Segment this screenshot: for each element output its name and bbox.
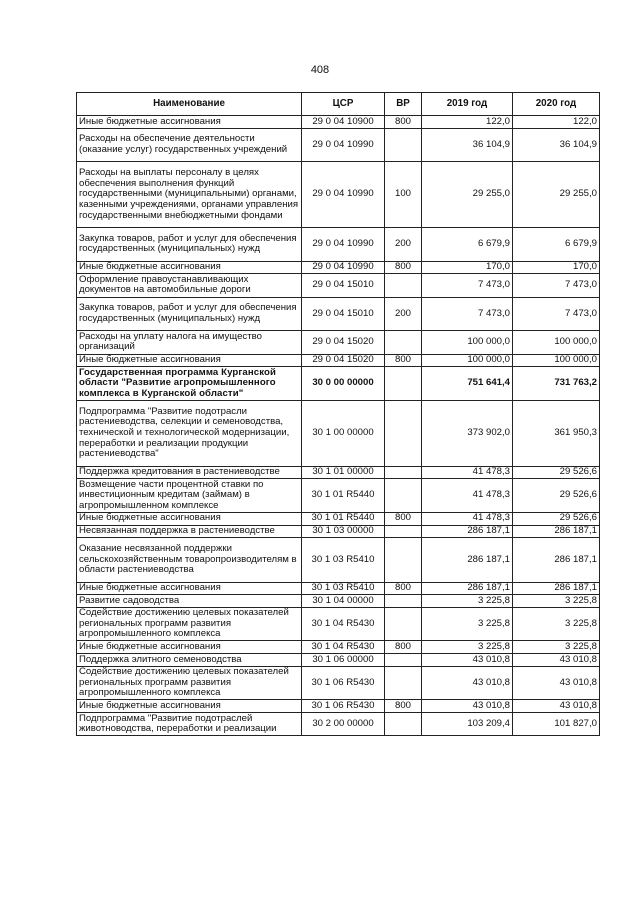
row-csr: 29 0 04 10990	[302, 261, 385, 274]
row-name: Закупка товаров, работ и услуг для обеспечения государственных (муниципальных) нужд	[77, 297, 302, 331]
row-vr	[385, 479, 422, 513]
row-2020: 7 473,0	[513, 274, 600, 297]
row-name: Подпрограмма "Развитие подотраслей животноводства, переработки и реализации	[77, 713, 302, 736]
row-vr	[385, 128, 422, 162]
row-2019: 6 679,9	[422, 227, 513, 261]
row-2019: 43 010,8	[422, 666, 513, 700]
row-csr: 30 1 06 00000	[302, 654, 385, 667]
row-2020: 100 000,0	[513, 354, 600, 367]
header-2020: 2020 год	[513, 93, 600, 116]
row-name: Возмещение части процентной ставки по инвестиционным кредитам (займам) в агропромышленном комплексе	[77, 479, 302, 513]
row-2019: 36 104,9	[422, 128, 513, 162]
table-row	[77, 128, 600, 162]
table-row	[77, 654, 600, 667]
table-row	[77, 595, 600, 608]
row-2020: 101 827,0	[513, 713, 600, 736]
row-vr	[385, 607, 422, 641]
row-csr: 30 1 00 00000	[302, 400, 385, 466]
row-name: Расходы на выплаты персоналу в целях обеспечения выполнения функций государственными (муниципальными) органами, казенными учреждениями, органами управления государственными внебюджетными фондами	[77, 162, 302, 228]
row-vr: 200	[385, 227, 422, 261]
row-csr: 30 1 06 R5430	[302, 700, 385, 713]
row-vr	[385, 654, 422, 667]
table-row	[77, 274, 600, 297]
row-name: Поддержка кредитования в растениеводстве	[77, 466, 302, 479]
row-name: Поддержка элитного семеноводства	[77, 654, 302, 667]
table-row	[77, 400, 600, 466]
row-name: Расходы на обеспечение деятельности (оказание услуг) государственных учреждений	[77, 128, 302, 162]
table-body	[77, 116, 600, 736]
header-name: Наименование	[77, 93, 302, 116]
row-vr: 100	[385, 162, 422, 228]
table-row	[77, 525, 600, 538]
row-2019: 103 209,4	[422, 713, 513, 736]
table-row	[77, 666, 600, 700]
row-2019: 3 225,8	[422, 641, 513, 654]
table-row	[77, 331, 600, 354]
row-vr: 800	[385, 261, 422, 274]
row-2020: 286 187,1	[513, 582, 600, 595]
row-name: Иные бюджетные ассигнования	[77, 116, 302, 129]
row-name: Несвязанная поддержка в растениеводстве	[77, 525, 302, 538]
row-2019: 41 478,3	[422, 479, 513, 513]
row-2020: 3 225,8	[513, 641, 600, 654]
row-name: Оформление правоустанавливающих документов на автомобильные дороги	[77, 274, 302, 297]
row-vr: 800	[385, 116, 422, 129]
row-csr: 30 1 03 R5410	[302, 538, 385, 582]
row-2020: 43 010,8	[513, 654, 600, 667]
row-2019: 3 225,8	[422, 595, 513, 608]
row-2020: 122,0	[513, 116, 600, 129]
row-2020: 36 104,9	[513, 128, 600, 162]
row-2020: 3 225,8	[513, 595, 600, 608]
row-2019: 41 478,3	[422, 466, 513, 479]
header-2019: 2019 год	[422, 93, 513, 116]
row-vr: 800	[385, 354, 422, 367]
row-vr	[385, 466, 422, 479]
budget-table	[76, 92, 600, 736]
row-name: Государственная программа Курганской области "Развитие агропромышленного комплекса в Курганской области"	[77, 367, 302, 401]
row-2019: 7 473,0	[422, 297, 513, 331]
table-row	[77, 607, 600, 641]
table-row	[77, 582, 600, 595]
row-2019: 7 473,0	[422, 274, 513, 297]
table-row	[77, 641, 600, 654]
row-vr: 800	[385, 700, 422, 713]
row-2020: 3 225,8	[513, 607, 600, 641]
row-2019: 29 255,0	[422, 162, 513, 228]
row-2020: 29 255,0	[513, 162, 600, 228]
table-row	[77, 162, 600, 228]
header-vr: ВР	[385, 93, 422, 116]
row-vr	[385, 400, 422, 466]
row-name: Иные бюджетные ассигнования	[77, 582, 302, 595]
row-2019: 286 187,1	[422, 538, 513, 582]
row-2019: 100 000,0	[422, 331, 513, 354]
row-2019: 170,0	[422, 261, 513, 274]
row-csr: 29 0 04 15020	[302, 331, 385, 354]
row-name: Иные бюджетные ассигнования	[77, 354, 302, 367]
table-row	[77, 512, 600, 525]
row-csr: 29 0 04 15010	[302, 297, 385, 331]
row-name: Иные бюджетные ассигнования	[77, 261, 302, 274]
row-2019: 3 225,8	[422, 607, 513, 641]
row-csr: 29 0 04 15010	[302, 274, 385, 297]
row-2020: 731 763,2	[513, 367, 600, 401]
header-csr: ЦСР	[302, 93, 385, 116]
row-csr: 29 0 04 10990	[302, 128, 385, 162]
row-vr: 800	[385, 582, 422, 595]
row-name: Иные бюджетные ассигнования	[77, 641, 302, 654]
row-2020: 170,0	[513, 261, 600, 274]
row-2019: 286 187,1	[422, 582, 513, 595]
table-row	[77, 354, 600, 367]
row-2020: 7 473,0	[513, 297, 600, 331]
row-name: Развитие садоводства	[77, 595, 302, 608]
row-name: Содействие достижению целевых показателей региональных программ развития агропромышленного комплекса	[77, 666, 302, 700]
row-csr: 30 1 03 00000	[302, 525, 385, 538]
table-row	[77, 713, 600, 736]
row-2019: 751 641,4	[422, 367, 513, 401]
row-vr	[385, 367, 422, 401]
row-vr	[385, 274, 422, 297]
row-csr: 29 0 04 15020	[302, 354, 385, 367]
table-row	[77, 261, 600, 274]
row-name: Иные бюджетные ассигнования	[77, 512, 302, 525]
row-2019: 100 000,0	[422, 354, 513, 367]
table-row	[77, 700, 600, 713]
row-2020: 29 526,6	[513, 466, 600, 479]
row-name: Подпрограмма "Развитие подотрасли растениеводства, селекции и семеноводства, технической и технологической модернизации, переработки и реализации продукции растениеводства"	[77, 400, 302, 466]
row-vr: 800	[385, 641, 422, 654]
row-2020: 286 187,1	[513, 538, 600, 582]
table-row	[77, 479, 600, 513]
row-2019: 122,0	[422, 116, 513, 129]
row-2020: 43 010,8	[513, 700, 600, 713]
row-vr	[385, 666, 422, 700]
row-vr	[385, 713, 422, 736]
row-name: Содействие достижению целевых показателей региональных программ развития агропромышленного комплекса	[77, 607, 302, 641]
table-row	[77, 367, 600, 401]
table-row	[77, 116, 600, 129]
row-csr: 30 1 01 R5440	[302, 512, 385, 525]
table-row	[77, 227, 600, 261]
row-vr	[385, 538, 422, 582]
row-vr: 800	[385, 512, 422, 525]
page-number: 408	[310, 64, 330, 76]
row-name: Закупка товаров, работ и услуг для обеспечения государственных (муниципальных) нужд	[77, 227, 302, 261]
row-csr: 29 0 04 10900	[302, 116, 385, 129]
table-header-row	[77, 93, 600, 116]
row-2020: 361 950,3	[513, 400, 600, 466]
table-row	[77, 466, 600, 479]
row-csr: 29 0 04 10990	[302, 227, 385, 261]
table-row	[77, 297, 600, 331]
row-name: Оказание несвязанной поддержки сельскохозяйственным товаропроизводителям в области растениеводства	[77, 538, 302, 582]
row-2020: 286 187,1	[513, 525, 600, 538]
row-2019: 43 010,8	[422, 700, 513, 713]
row-csr: 30 1 03 R5410	[302, 582, 385, 595]
row-csr: 30 1 04 00000	[302, 595, 385, 608]
row-2020: 43 010,8	[513, 666, 600, 700]
row-2019: 373 902,0	[422, 400, 513, 466]
row-csr: 29 0 04 10990	[302, 162, 385, 228]
row-2020: 29 526,6	[513, 512, 600, 525]
row-csr: 30 1 04 R5430	[302, 641, 385, 654]
row-csr: 30 1 01 R5440	[302, 479, 385, 513]
row-name: Расходы на уплату налога на имущество организаций	[77, 331, 302, 354]
row-2019: 286 187,1	[422, 525, 513, 538]
row-vr	[385, 595, 422, 608]
row-name: Иные бюджетные ассигнования	[77, 700, 302, 713]
row-csr: 30 0 00 00000	[302, 367, 385, 401]
row-vr	[385, 331, 422, 354]
row-2020: 6 679,9	[513, 227, 600, 261]
row-2019: 43 010,8	[422, 654, 513, 667]
row-csr: 30 1 01 00000	[302, 466, 385, 479]
row-2019: 41 478,3	[422, 512, 513, 525]
row-vr: 200	[385, 297, 422, 331]
row-2020: 29 526,6	[513, 479, 600, 513]
table-row	[77, 538, 600, 582]
row-csr: 30 1 06 R5430	[302, 666, 385, 700]
row-2020: 100 000,0	[513, 331, 600, 354]
row-vr	[385, 525, 422, 538]
row-csr: 30 1 04 R5430	[302, 607, 385, 641]
row-csr: 30 2 00 00000	[302, 713, 385, 736]
